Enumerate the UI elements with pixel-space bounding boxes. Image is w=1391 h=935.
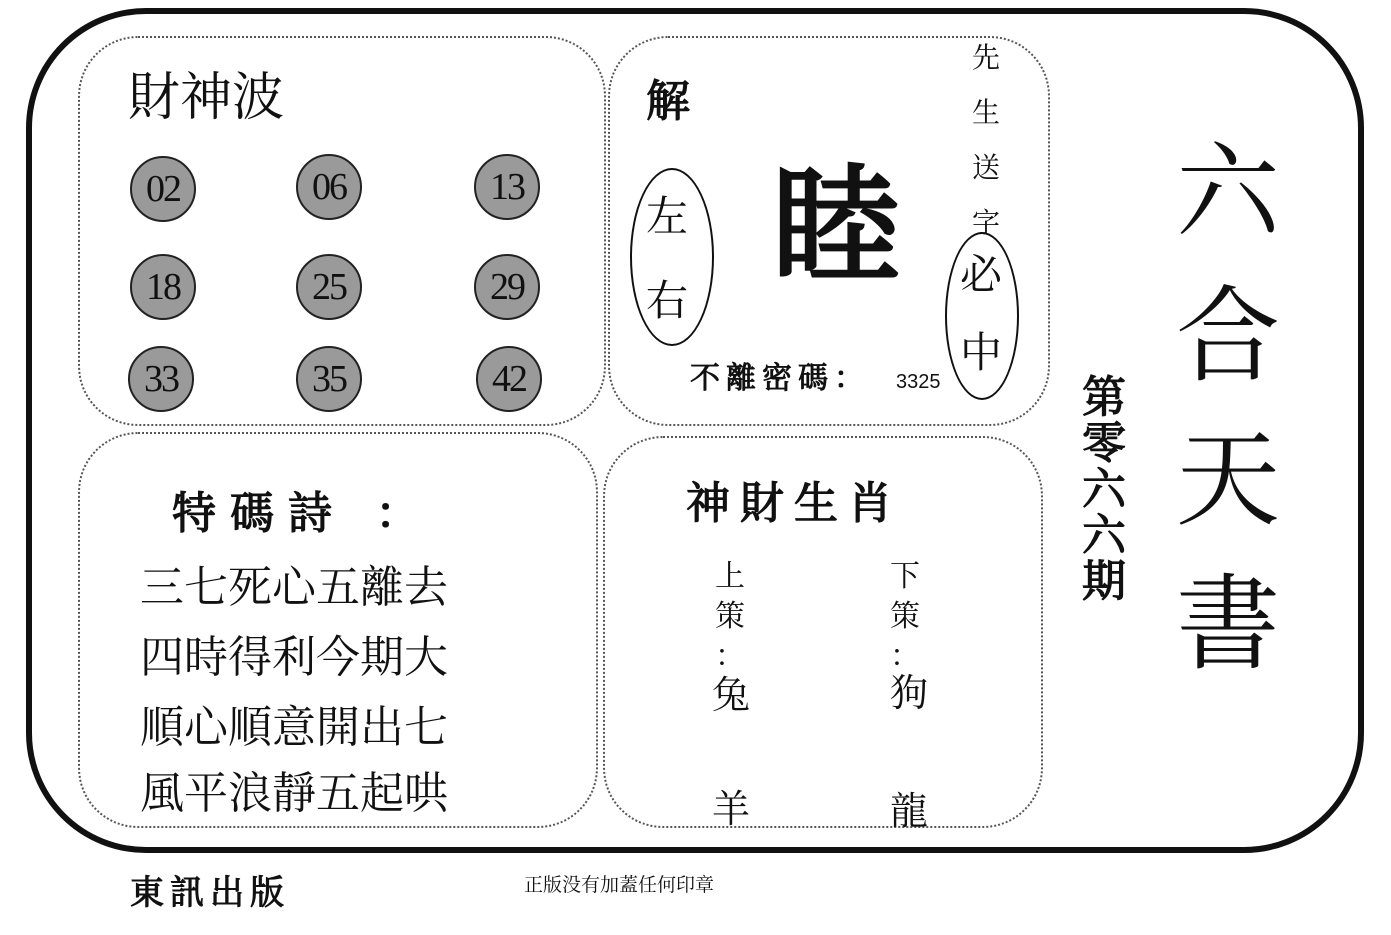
upper-animal: 羊 <box>712 787 751 831</box>
number-ball: 25 <box>296 254 362 320</box>
strategy-char: 策 <box>715 599 745 634</box>
title-char: 六 <box>1176 131 1281 253</box>
poem-line: 四時得利今期大 <box>140 632 448 683</box>
number-ball: 02 <box>130 156 196 222</box>
issue-number <box>1082 372 1126 607</box>
issue-char: 六 <box>1082 510 1126 561</box>
sender-char: 送 <box>972 151 1001 184</box>
left-char: 左 <box>646 192 689 241</box>
issue-char: 六 <box>1082 464 1126 515</box>
right-char: 右 <box>646 276 689 325</box>
lower-animal: 龍 <box>890 789 929 833</box>
upper-animal: 兔 <box>712 673 751 717</box>
number-ball: 06 <box>296 154 362 220</box>
riddle-big-char: 睦 <box>772 153 901 302</box>
zodiac-title: 神財生肖 <box>686 478 902 529</box>
sender-char: 生 <box>972 96 1001 129</box>
poem-line: 順心順意開出七 <box>140 702 448 753</box>
title-char: 合 <box>1176 275 1281 397</box>
number-ball: 35 <box>296 346 362 412</box>
poem-line: 三七死心五離去 <box>140 562 448 613</box>
poem-title: 特碼詩 ： <box>172 488 434 539</box>
lower-animal: 狗 <box>890 671 929 715</box>
sender-char: 字 <box>972 206 1001 239</box>
code-value: 3325 <box>896 371 941 393</box>
number-ball: 33 <box>128 346 194 412</box>
authenticity-notice: 正版没有加蓋任何印章 <box>524 874 715 896</box>
sender-char: 先 <box>972 41 1001 74</box>
issue-char: 期 <box>1082 556 1126 607</box>
must-char: 必 <box>960 250 1003 299</box>
riddle-label: 解 <box>646 76 690 127</box>
strategy-char: ： <box>715 639 745 674</box>
sender-vertical-text <box>972 41 1001 264</box>
title-char: 書 <box>1176 563 1281 685</box>
main-title <box>1176 131 1281 716</box>
issue-char: 第 <box>1082 372 1126 423</box>
strategy-char: 策 <box>890 599 920 634</box>
strategy-char: 上 <box>715 559 745 594</box>
wave-title: 財神波 <box>128 68 285 128</box>
number-ball: 13 <box>474 154 540 220</box>
lower-strategy-label <box>890 559 920 682</box>
strategy-char: ： <box>890 639 920 674</box>
poem-line: 風平浪靜五起哄 <box>140 768 448 819</box>
upper-strategy-label <box>715 559 745 682</box>
hit-char: 中 <box>960 328 1003 377</box>
number-ball: 29 <box>474 254 540 320</box>
publisher: 東訊出版 <box>130 873 290 913</box>
number-ball: 42 <box>476 346 542 412</box>
title-char: 天 <box>1176 419 1281 541</box>
issue-char: 零 <box>1082 418 1126 469</box>
number-ball: 18 <box>130 254 196 320</box>
strategy-char: 下 <box>890 559 920 594</box>
code-label: 不離密碼： <box>690 361 870 396</box>
